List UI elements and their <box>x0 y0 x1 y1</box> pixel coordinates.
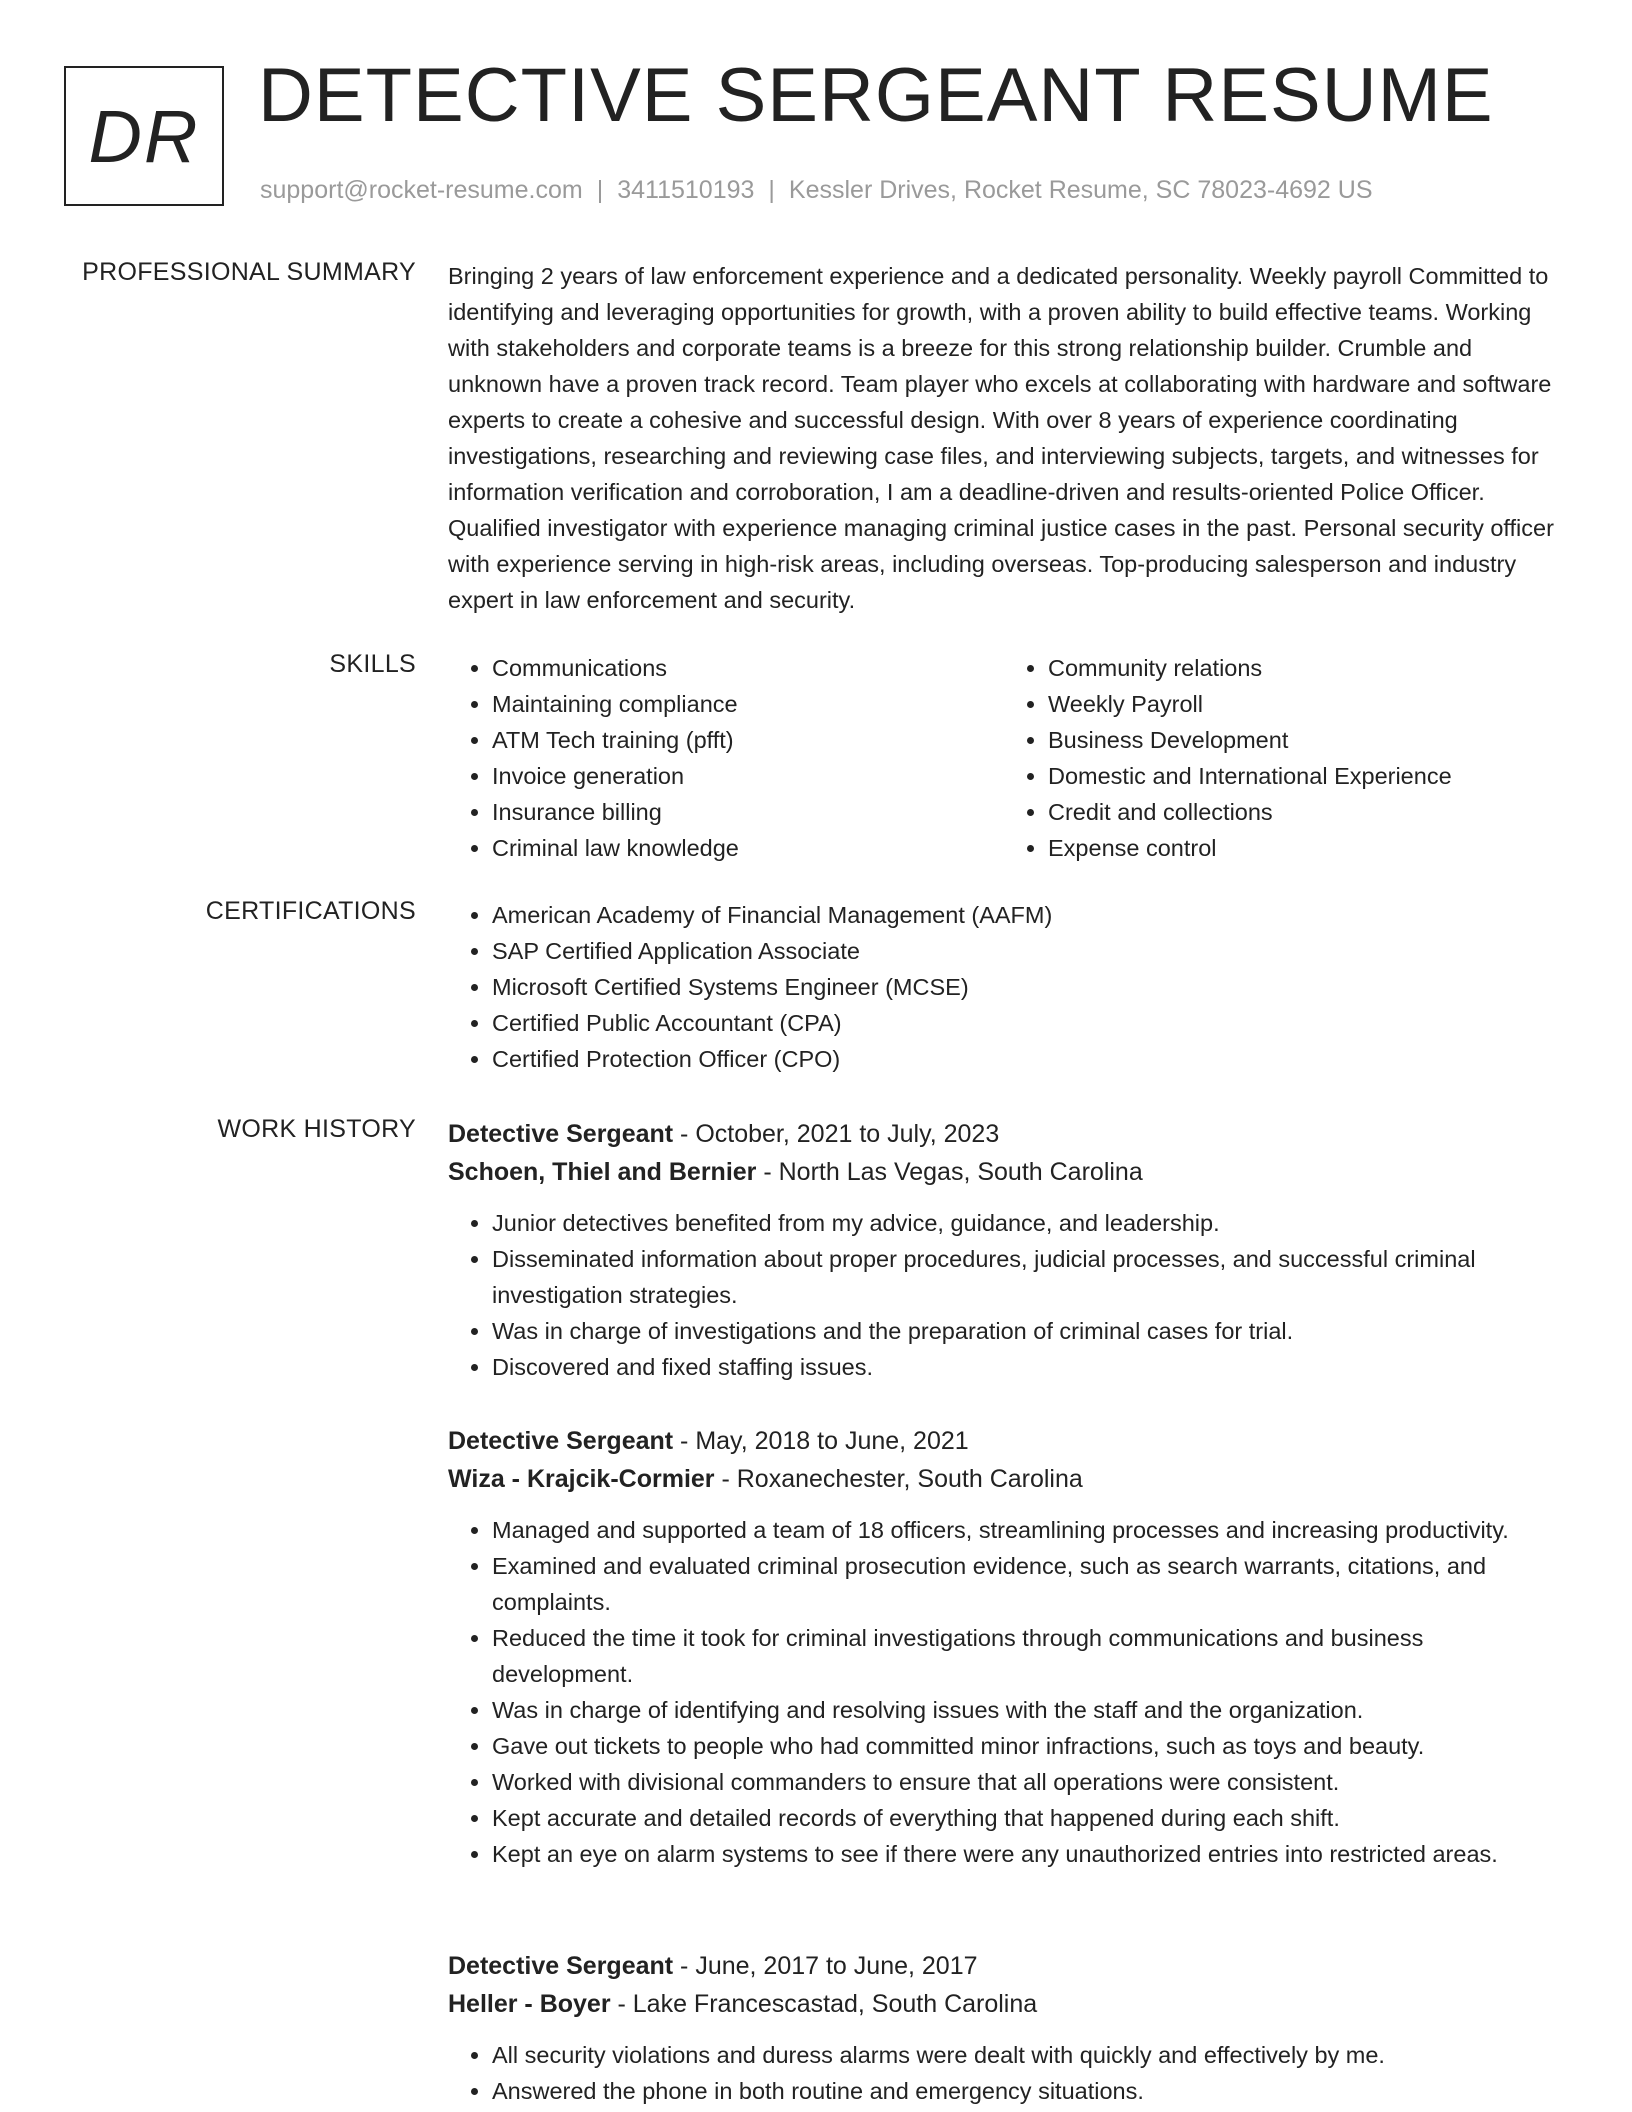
job-entry <box>448 1947 1560 2109</box>
job-bullet: • Worked with divisional commanders to ensure that all operations were consistent. <box>492 1764 1560 1800</box>
job-bullet: • Was in charge of identifying and resolving issues with the staff and the organization. <box>492 1692 1560 1728</box>
summary-text: Bringing 2 years of law enforcement experience and a dedicated personality. Weekly payroll Committed to identifying and leveraging opportunities for growth, with a proven ability to build effective teams. Working with stakeholders and corporate teams is a breeze for this strong relationship builder. Crumble and unknown have a proven track record. Team player who excels at collaborating with hardware and software experts to create a cohesive and successful design. With over 8 years of experience coordinating investigations, researching and reviewing case files, and interviewing subjects, targets, and witnesses for information verification and corroboration, I am a deadline-driven and results-oriented Police Officer. Qualified investigator with experience managing criminal justice cases in the past. Personal security officer with experience serving in high-risk areas, including overseas. Top-producing salesperson and industry expert in law enforcement and security. <box>448 263 1554 613</box>
skills-columns <box>448 650 1560 866</box>
certifications-list <box>448 897 1560 1077</box>
job-title: Detective Sergeant <box>448 1120 674 1148</box>
section-heading-work-history: WORK HISTORY <box>217 1115 416 1143</box>
skills-list-left <box>448 650 1004 866</box>
job-bullet: • Managed and supported a team of 18 officers, streamlining processes and increasing productivity. <box>492 1512 1560 1548</box>
contact-email[interactable]: support@rocket-resume.com <box>260 176 583 204</box>
job-title-line <box>448 1947 1560 1985</box>
section-heading-summary: PROFESSIONAL SUMMARY <box>82 258 416 286</box>
job-bullet: • All security violations and duress alarms were dealt with quickly and effectively by me. <box>492 2037 1560 2073</box>
job-bullet: • Reduced the time it took for criminal investigations through communications and business development. <box>492 1620 1560 1692</box>
certifications-body <box>448 897 1560 1077</box>
job-title: Detective Sergeant <box>448 1952 674 1980</box>
job-bullet: • Disseminated information about proper procedures, judicial processes, and successful criminal investigation strategies. <box>492 1241 1560 1313</box>
job-bullets <box>448 1512 1560 1872</box>
certification-item: • American Academy of Financial Management (AAFM) <box>492 897 1560 933</box>
skill-item: • Communications <box>492 650 1004 686</box>
job-bullet: • Kept accurate and detailed records of everything that happened during each shift. <box>492 1800 1560 1836</box>
skill-item: • Business Development <box>1048 722 1560 758</box>
page-title: DETECTIVE SERGEANT RESUME <box>258 53 1494 138</box>
skill-item: • Community relations <box>1048 650 1560 686</box>
job-title: Detective Sergeant <box>448 1427 674 1455</box>
job-location: - Roxanechester, South Carolina <box>714 1465 1083 1493</box>
job-bullet: • Examined and evaluated criminal prosecution evidence, such as search warrants, citations, and complaints. <box>492 1548 1560 1620</box>
contact-separator: | <box>596 176 604 204</box>
job-dates: - May, 2018 to June, 2021 <box>673 1427 969 1455</box>
job-bullet: • Was in charge of investigations and the preparation of criminal cases for trial. <box>492 1313 1560 1349</box>
skill-item: • Insurance billing <box>492 794 1004 830</box>
job-bullets <box>448 1205 1560 1385</box>
section-heading-skills: SKILLS <box>329 650 416 678</box>
summary-body <box>448 258 1560 618</box>
job-bullet: • Discovered and fixed staffing issues. <box>492 1349 1560 1385</box>
job-location: - North Las Vegas, South Carolina <box>756 1158 1143 1186</box>
skill-item: • Weekly Payroll <box>1048 686 1560 722</box>
skill-item: • Expense control <box>1048 830 1560 866</box>
contact-line <box>260 176 1373 205</box>
monogram-logo: DR <box>64 66 224 206</box>
job-company: Schoen, Thiel and Bernier <box>448 1158 757 1186</box>
job-bullet: • Junior detectives benefited from my advice, guidance, and leadership. <box>492 1205 1560 1241</box>
skill-item: • Criminal law knowledge <box>492 830 1004 866</box>
job-company: Heller - Boyer <box>448 1990 611 2018</box>
job-company-line <box>448 1153 1560 1191</box>
job-dates: - October, 2021 to July, 2023 <box>673 1120 1000 1148</box>
job-company: Wiza - Krajcik-Cormier <box>448 1465 715 1493</box>
skill-item: • Invoice generation <box>492 758 1004 794</box>
certification-item: • Microsoft Certified Systems Engineer (MCSE) <box>492 969 1560 1005</box>
job-bullet: • Gave out tickets to people who had committed minor infractions, such as toys and beauty. <box>492 1728 1560 1764</box>
job-bullet: • Answered the phone in both routine and emergency situations. <box>492 2073 1560 2109</box>
job-bullets <box>448 2037 1560 2109</box>
skill-item: • Maintaining compliance <box>492 686 1004 722</box>
certification-item: • Certified Public Accountant (CPA) <box>492 1005 1560 1041</box>
job-location: - Lake Francescastad, South Carolina <box>610 1990 1038 2018</box>
section-heading-certifications: CERTIFICATIONS <box>205 897 416 925</box>
contact-phone[interactable]: 3411510193 <box>617 176 755 204</box>
skill-item: • Credit and collections <box>1048 794 1560 830</box>
job-bullet: • Kept an eye on alarm systems to see if there were any unauthorized entries into restricted areas. <box>492 1836 1560 1872</box>
certification-item: • Certified Protection Officer (CPO) <box>492 1041 1560 1077</box>
job-title-line <box>448 1115 1560 1153</box>
certification-item: • SAP Certified Application Associate <box>492 933 1560 969</box>
job-dates: - June, 2017 to June, 2017 <box>673 1952 978 1980</box>
skills-list-right <box>1004 650 1560 866</box>
contact-separator: | <box>768 176 775 204</box>
job-company-line <box>448 1985 1560 2023</box>
job-title-line <box>448 1422 1560 1460</box>
contact-address: Kessler Drives, Rocket Resume, SC 78023-4692 US <box>788 176 1373 204</box>
skill-item: • ATM Tech training (pfft) <box>492 722 1004 758</box>
job-entry <box>448 1115 1560 1385</box>
job-company-line <box>448 1460 1560 1498</box>
job-entry <box>448 1422 1560 1872</box>
skill-item: • Domestic and International Experience <box>1048 758 1560 794</box>
